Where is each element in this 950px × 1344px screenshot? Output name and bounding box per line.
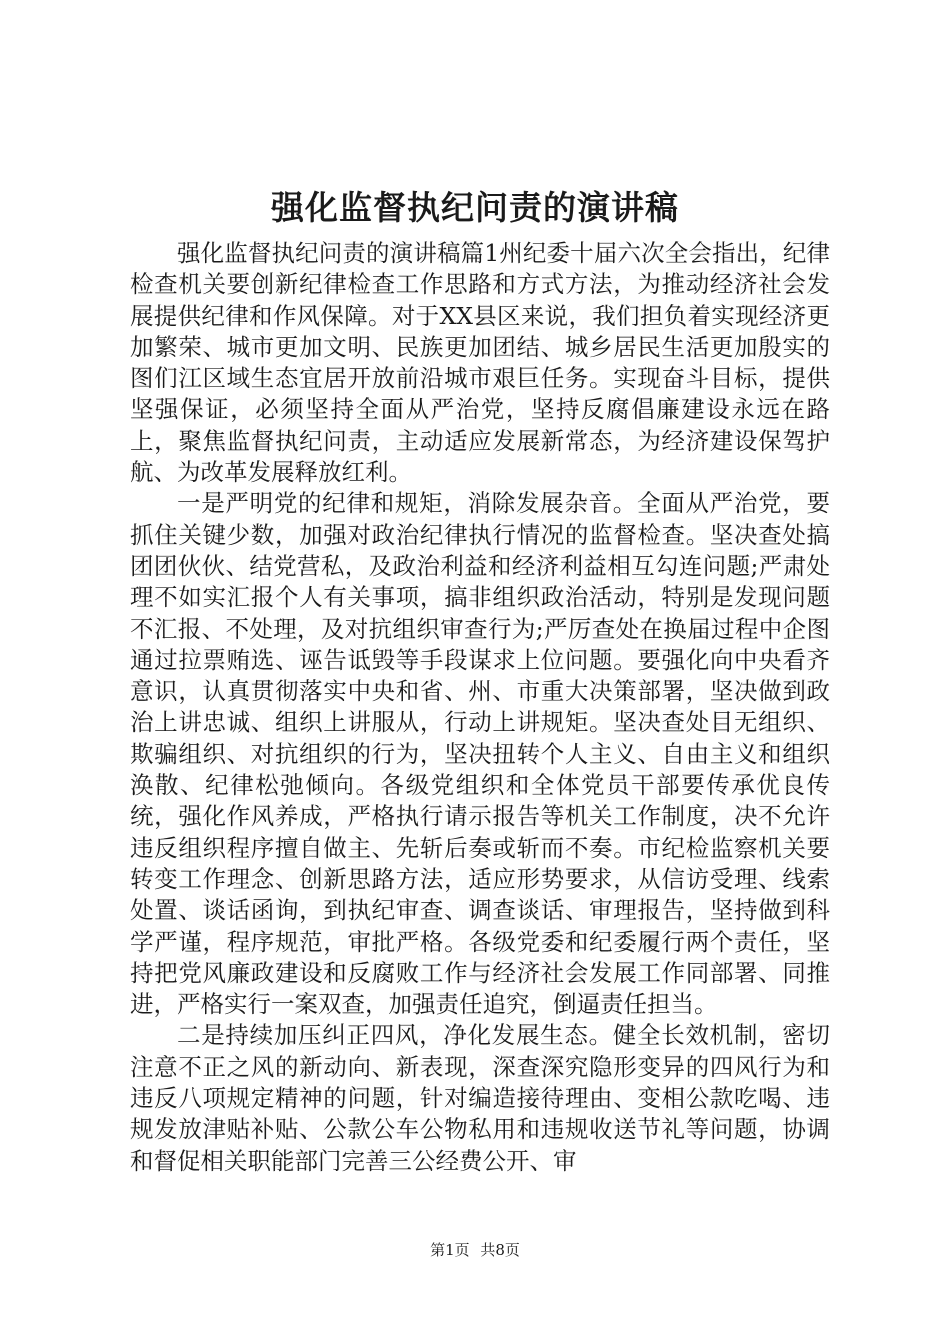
paragraph-intro: 强化监督执纪问责的演讲稿篇1州纪委十届六次全会指出，纪律检查机关要创新纪律检查工作思路和方式方法，为推动经济社会发展提供纪律和作风保障。对于XX县区来说，我们担负着实现经济更加繁荣、城市更加文明、民族更加团结、城乡居民生活更加殷实的图们江区域生态宜居开放前沿城市艰巨任务。实现奋斗目标，提供坚强保证，必须坚持全面从严治党，坚持反腐倡廉建设永远在路上，聚焦监督执纪问责，主动适应发展新常态，为经济建设保驾护航、为改革发展释放红利。: [130, 239, 830, 487]
document-body: [130, 238, 830, 1177]
page-footer: [0, 1240, 950, 1260]
paragraph-point-one: 一是严明党的纪律和规矩，消除发展杂音。全面从严治党，要抓住关键少数，加强对政治纪律执行情况的监督检查。坚决查处搞团团伙伙、结党营私，及政治利益和经济利益相互勾连问题;严肃处理不如实汇报个人有关事项，搞非组织政治活动，特别是发现问题不汇报、不处理，及对抗组织审查行为;严厉查处在换届过程中企图通过拉票贿选、诬告诋毁等手段谋求上位问题。要强化向中央看齐意识，认真贯彻落实中央和省、州、市重大决策部署，坚决做到政治上讲忠诚、组织上讲服从，行动上讲规矩。坚决查处目无组织、欺骗组织、对抗组织的行为，坚决扭转个人主义、自由主义和组织涣散、纪律松弛倾向。各级党组织和全体党员干部要传承优良传统，强化作风养成，严格执行请示报告等机关工作制度，决不允许违反组织程序擅自做主、先斩后奏或斩而不奏。市纪检监察机关要转变工作理念、创新思路方法，适应形势要求，从信访受理、线索处置、谈话函询，到执纪审查、调查谈话、审理报告，坚持做到科学严谨，程序规范，审批严格。各级党委和纪委履行两个责任，坚持把党风廉政建设和反腐败工作与经济社会发展工作同部署、同推进，严格实行一案双查，加强责任追究，倒逼责任担当。: [130, 489, 830, 1019]
paragraph-point-two: 二是持续加压纠正四风，净化发展生态。健全长效机制，密切注意不正之风的新动向、新表现，深查深究隐形变异的四风行为和违反八项规定精神的问题，针对编造接待理由、变相公款吃喝、违规发放津贴补贴、公款公车公物私用和违规收送节礼等问题，协调和督促相关职能部门完善三公经费公开、审: [130, 1021, 830, 1175]
page-number: 第1页: [430, 1241, 470, 1259]
page-total: 共8页: [480, 1241, 520, 1259]
document-title: 强化监督执纪问责的演讲稿: [271, 188, 679, 227]
